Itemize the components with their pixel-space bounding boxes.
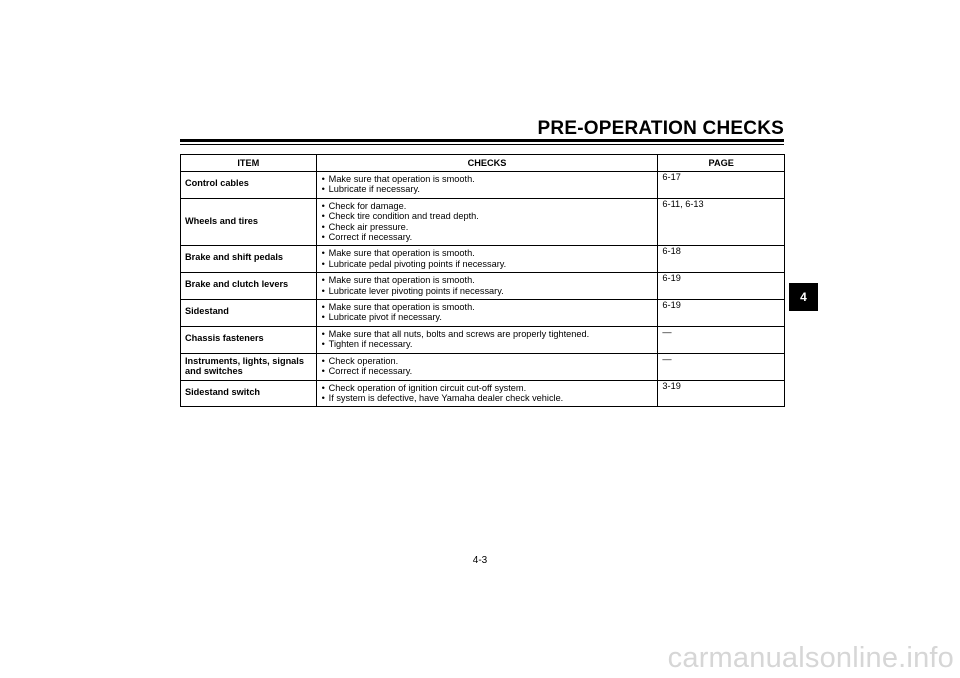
check-bullet: • Lubricate if necessary. [322,184,654,194]
row-item: Brake and clutch levers [181,273,317,300]
row-page: 6-11, 6-13 [658,198,785,246]
row-page: 6-19 [658,300,785,327]
table-row [181,353,785,380]
row-checks [316,326,658,353]
table-row [181,246,785,273]
pre-operation-checks-table [180,154,785,407]
table-row [181,380,785,407]
row-page: 6-19 [658,273,785,300]
row-checks [316,300,658,327]
check-bullet: • Make sure that operation is smooth. [322,248,654,258]
check-bullet: • Make sure that all nuts, bolts and screws are properly tightened. [322,329,654,339]
check-bullet: • Check air pressure. [322,222,654,232]
row-item: Sidestand [181,300,317,327]
table-row [181,300,785,327]
check-bullet: • Lubricate lever pivoting points if necessary. [322,286,654,296]
table-row [181,198,785,246]
row-item: Instruments, lights, signals and switches [181,353,317,380]
check-bullet: • Tighten if necessary. [322,339,654,349]
watermark: carmanualsonline.info [667,642,954,674]
row-page: — [658,353,785,380]
row-item: Chassis fasteners [181,326,317,353]
check-bullet: • Lubricate pivot if necessary. [322,312,654,322]
row-checks [316,380,658,407]
row-item: Wheels and tires [181,198,317,246]
check-bullet: • Correct if necessary. [322,232,654,242]
row-checks [316,198,658,246]
check-bullet: • Check operation. [322,356,654,366]
check-bullet: • Make sure that operation is smooth. [322,302,654,312]
table-row [181,273,785,300]
section-tab: 4 [789,283,818,311]
row-checks [316,172,658,199]
row-item: Brake and shift pedals [181,246,317,273]
check-bullet: • If system is defective, have Yamaha dealer check vehicle. [322,393,654,403]
table-row [181,326,785,353]
row-checks [316,273,658,300]
row-item: Control cables [181,172,317,199]
page-number: 4-3 [472,555,488,566]
header-item: ITEM [181,155,317,172]
row-page: — [658,326,785,353]
check-bullet: • Lubricate pedal pivoting points if necessary. [322,259,654,269]
check-bullet: • Check tire condition and tread depth. [322,211,654,221]
row-page: 6-18 [658,246,785,273]
check-bullet: • Correct if necessary. [322,366,654,376]
title-rule-thick [180,139,784,142]
row-checks [316,246,658,273]
header-checks: CHECKS [316,155,658,172]
title-rule-thin [180,144,784,145]
table-header-row [181,155,785,172]
row-page: 3-19 [658,380,785,407]
page-title: PRE-OPERATION CHECKS [537,118,784,139]
row-item: Sidestand switch [181,380,317,407]
row-checks [316,353,658,380]
table-row [181,172,785,199]
check-bullet: • Make sure that operation is smooth. [322,174,654,184]
check-bullet: • Check for damage. [322,201,654,211]
row-page: 6-17 [658,172,785,199]
check-bullet: • Make sure that operation is smooth. [322,275,654,285]
check-bullet: • Check operation of ignition circuit cut-off system. [322,383,654,393]
header-page: PAGE [658,155,785,172]
